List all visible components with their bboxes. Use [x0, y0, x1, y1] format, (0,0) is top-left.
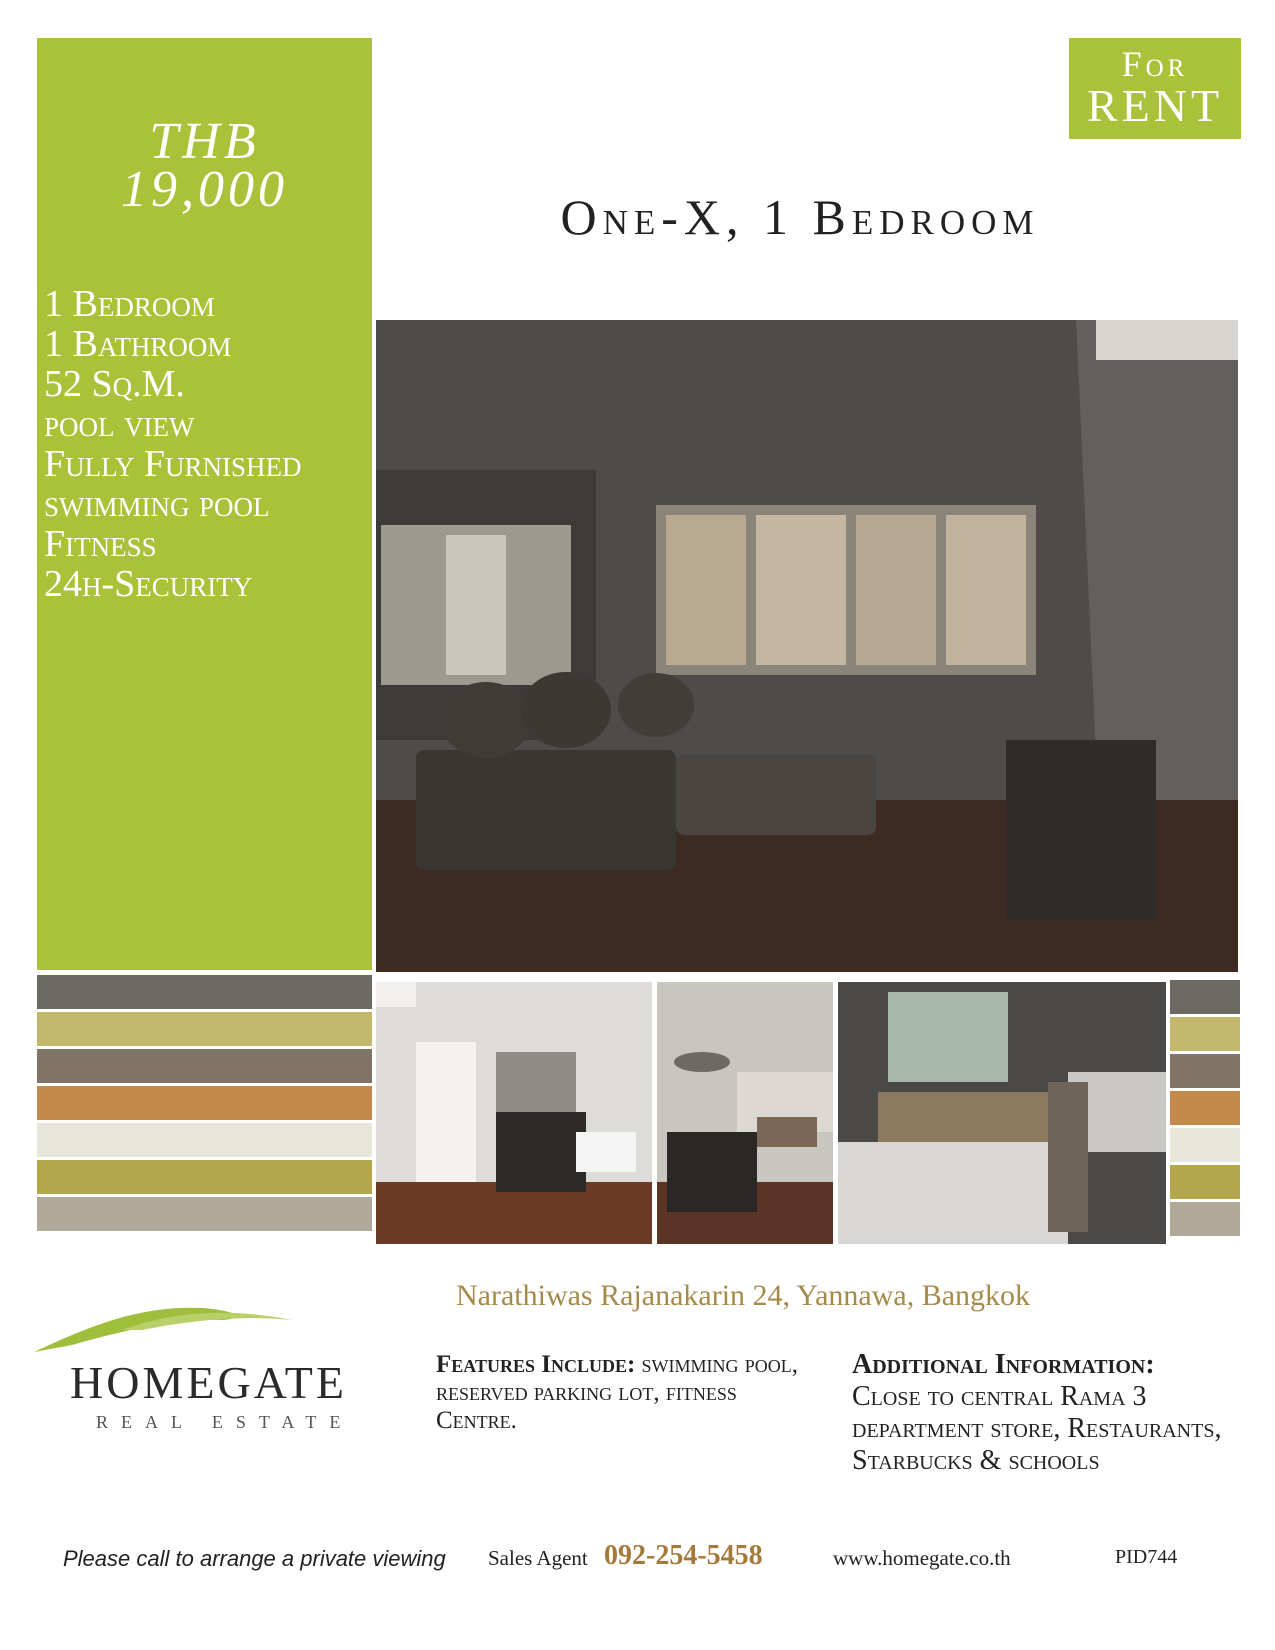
color-stripe	[37, 1123, 372, 1157]
color-stripe	[37, 1086, 372, 1120]
color-stripe	[1170, 1165, 1240, 1199]
color-stripe	[1170, 1017, 1240, 1051]
footer-phone[interactable]: 092-254-5458	[604, 1540, 763, 1571]
bedroom-photo	[838, 982, 1166, 1244]
additional-info-heading: Additional Information:	[852, 1349, 1155, 1380]
color-stripe	[37, 1160, 372, 1194]
spec-item: 1 Bathroom	[44, 323, 232, 365]
color-stripes-right	[1170, 980, 1240, 1239]
color-stripe	[37, 975, 372, 1009]
color-stripe	[1170, 1054, 1240, 1088]
spec-item: Fitness	[44, 523, 157, 565]
price	[37, 113, 372, 218]
color-stripe	[37, 1049, 372, 1083]
footer-website-link[interactable]: www.homegate.co.th	[833, 1546, 1011, 1570]
features-block	[436, 1351, 816, 1435]
spec-item: 24h-Security	[44, 563, 253, 605]
color-stripe	[1170, 1202, 1240, 1236]
property-address: Narathiwas Rajanakarin 24, Yannawa, Bangkok	[456, 1279, 1031, 1312]
features-heading: Features Include:	[436, 1351, 636, 1378]
footer-property-id: PID744	[1115, 1546, 1178, 1568]
logo-subtitle: REAL ESTATE	[96, 1412, 354, 1432]
color-stripes-left	[37, 975, 372, 1234]
additional-info-block	[852, 1349, 1252, 1477]
for-rent-badge-line2: RENT	[1086, 80, 1224, 131]
price-currency: THB	[149, 113, 260, 170]
logo-swoosh-icon	[32, 1300, 372, 1360]
homegate-logo	[32, 1300, 372, 1430]
spec-item: 52 Sq.M.	[44, 363, 185, 405]
price-sidebar	[37, 38, 372, 970]
spec-item: 1 Bedroom	[44, 283, 215, 325]
living-dining-illustration	[657, 982, 833, 1244]
for-rent-badge-line1: For	[1121, 44, 1189, 84]
spec-list	[44, 284, 302, 604]
spec-item: swimming pool	[44, 483, 270, 525]
color-stripe	[1170, 980, 1240, 1014]
color-stripe	[37, 1197, 372, 1231]
listing-title: One-X, 1 Bedroom	[560, 189, 1040, 245]
color-stripe	[1170, 1128, 1240, 1162]
features-text: swimming pool, reserved parking lot, fitness Centre.	[436, 1351, 799, 1434]
dining-room-photo	[376, 982, 652, 1244]
additional-info-text: Close to central Rama 3 department store, Restaurants, Starbucks & schools	[852, 1381, 1222, 1476]
footer-call-to-action: Please call to arrange a private viewing	[63, 1546, 446, 1571]
color-stripe	[37, 1012, 372, 1046]
footer-agent-label: Sales Agent	[488, 1546, 588, 1570]
spec-item: Fully Furnished	[44, 443, 302, 485]
color-stripe	[1170, 1091, 1240, 1125]
living-dining-photo	[657, 982, 833, 1244]
living-room-photo	[376, 320, 1238, 972]
logo-name: HOMEGATE	[70, 1357, 347, 1408]
living-room-illustration	[376, 320, 1238, 972]
price-amount: 19,000	[121, 161, 288, 218]
dining-room-illustration	[376, 982, 652, 1244]
for-rent-badge	[1069, 38, 1241, 139]
spec-item: pool view	[44, 403, 195, 445]
bedroom-illustration	[838, 982, 1166, 1244]
